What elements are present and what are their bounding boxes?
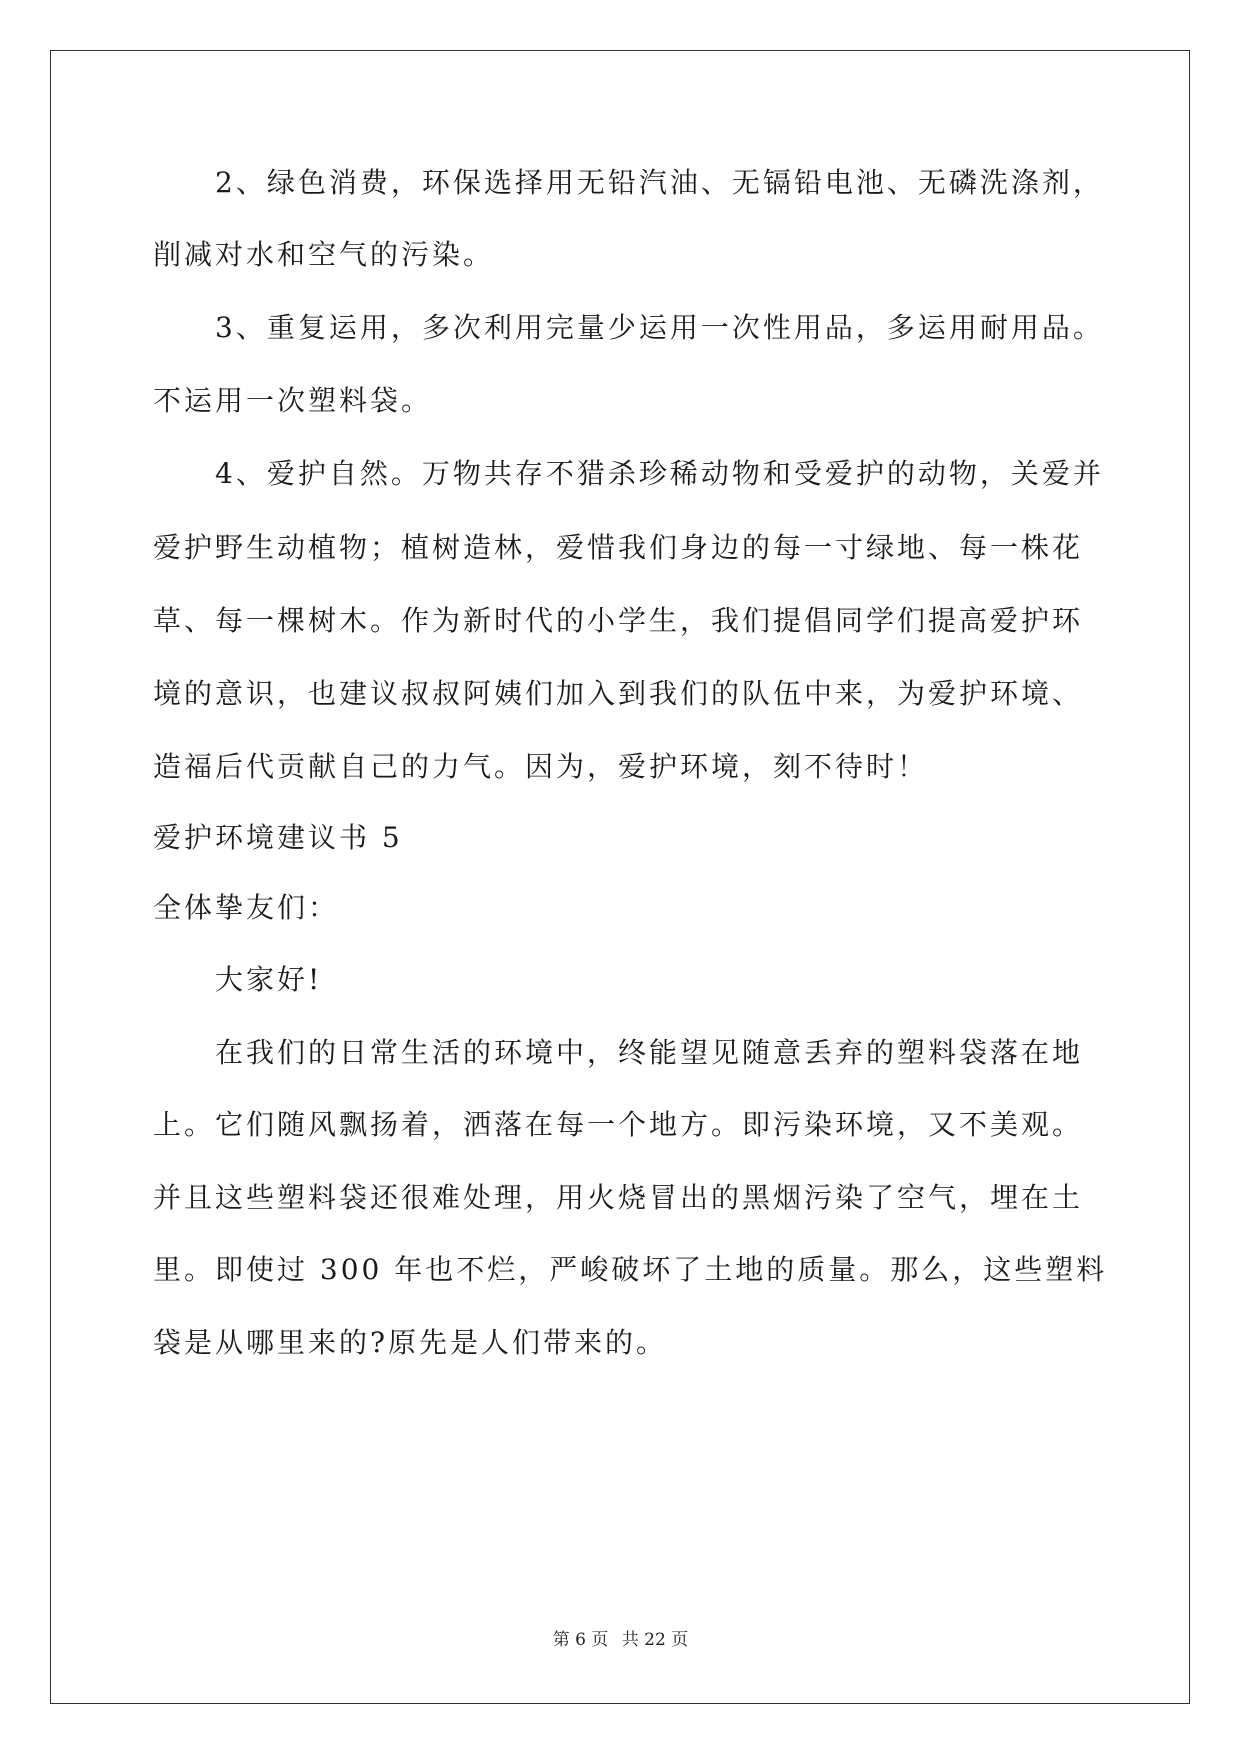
paragraph-line: 削减对水和空气的污染。 [153,238,495,271]
paragraph-line: 爱护野生动植物；植树造林，爱惜我们身边的每一寸绿地、每一株花 [153,531,1084,564]
paragraph-line: 不运用一次塑料袋。 [153,384,433,417]
page-number: 第 6 页 [552,1630,609,1650]
paragraph-line: 在我们的日常生活的环境中，终能望见随意丢弃的塑料袋落在地 [215,1036,1084,1069]
paragraph-line: 2、绿色消费，环保选择用无铅汽油、无镉铅电池、无磷洗涤剂， [215,166,1104,199]
paragraph-line: 并且这些塑料袋还很难处理，用火烧冒出的黑烟污染了空气，埋在土 [153,1181,1084,1214]
paragraph-line: 境的意识，也建议叔叔阿姨们加入到我们的队伍中来，为爱护环境、 [153,677,1084,710]
paragraph-line: 袋是从哪里来的?原先是人们带来的。 [153,1326,668,1359]
paragraph-line: 里。即使过 300 年也不烂，严峻破坏了土地的质量。那么，这些塑料 [153,1253,1108,1286]
paragraph-line: 3、重复运用，多次利用完量少运用一次性用品，多运用耐用品。 [215,311,1104,344]
page-footer [0,1625,1241,1650]
paragraph-line: 造福后代贡献自己的力气。因为，爱护环境，刻不待时！ [153,750,929,783]
paragraph-line: 草、每一棵树木。作为新时代的小学生，我们提倡同学们提高爱护环 [153,604,1084,637]
section-heading: 爱护环境建议书 5 [153,821,403,854]
total-pages: 共 22 页 [621,1630,689,1650]
paragraph-line: 上。它们随风飘扬着，洒落在每一个地方。即污染环境，又不美观。 [153,1108,1084,1141]
paragraph-line: 4、爱护自然。万物共存不猎杀珍稀动物和受爱护的动物，关爱并 [215,457,1104,490]
greeting: 大家好! [215,963,323,996]
page-border [50,50,1190,1704]
salutation: 全体挚友们： [153,891,340,924]
